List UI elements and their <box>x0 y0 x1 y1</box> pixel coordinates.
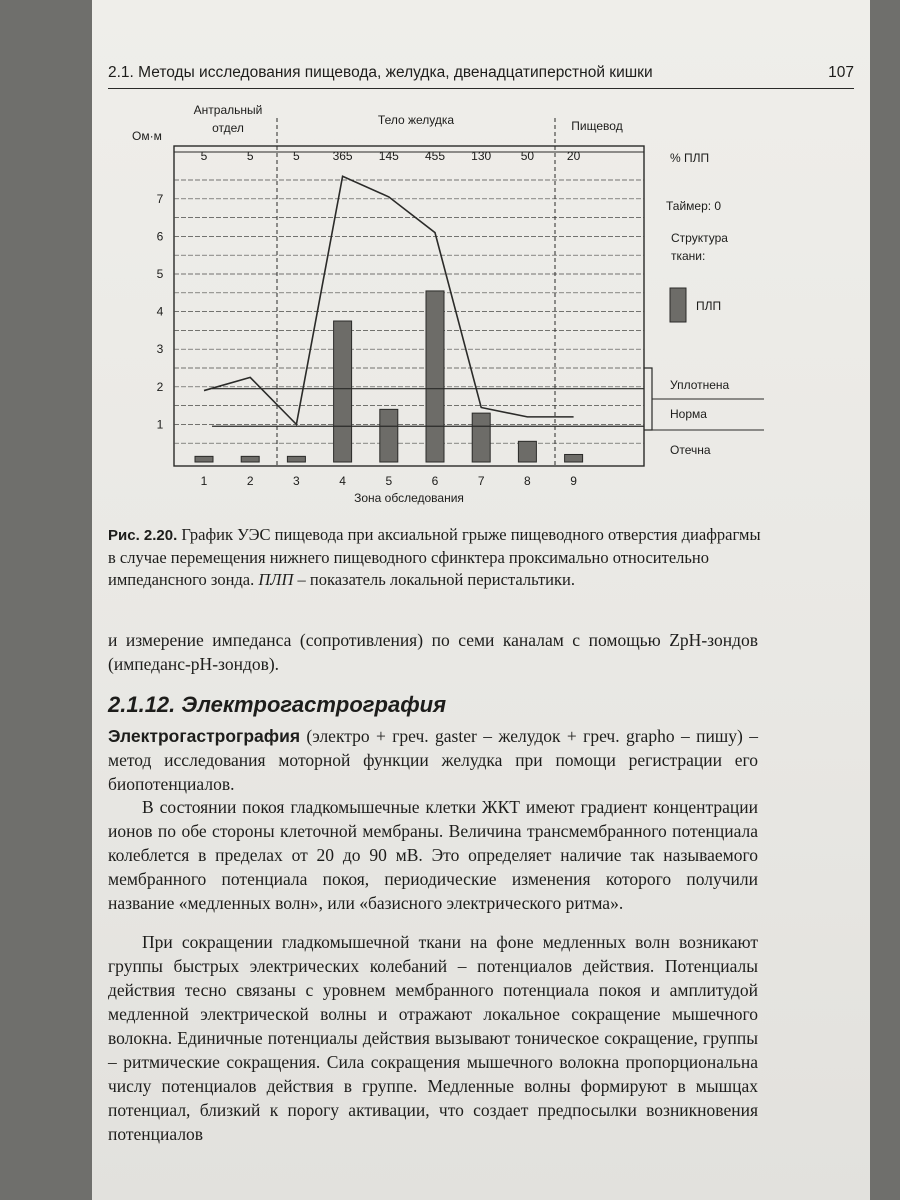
x-tick-8: 8 <box>524 474 531 488</box>
x-axis-label: Зона обследования <box>354 491 464 505</box>
plp-value-2: 5 <box>246 149 254 163</box>
x-tick-9: 9 <box>570 474 577 488</box>
plp-value-6: 455 <box>424 149 446 163</box>
plp-value-9: 20 <box>566 149 581 163</box>
legend-bracket <box>644 368 652 430</box>
y-tick-5: 5 <box>156 267 164 281</box>
zone-label-antral-2: отдел <box>212 121 244 135</box>
x-tick-2: 2 <box>246 474 254 488</box>
bar-zone-3 <box>287 456 305 462</box>
running-header <box>108 62 854 89</box>
legend-structure-2: ткани: <box>671 249 706 263</box>
paragraph-resting-potential: В состоянии покоя гладкомышечные клетки ЖКТ имеют градиент концентрации ионов по обе стороны клеточной мембраны. Величина трансмембранного потенциала колеблется в пределах от 20 до 90 мВ. Это определяет наличие так называемого мембранного потенциала покоя, периодические изменения которого получили название «медленных волн», или «базисного электрического ритма». <box>108 797 758 913</box>
definition-text: (электро + греч. gaster – желудок + греч. grapho – пишу) – метод исследования моторной функции желудка при помощи регистрации его биопотенциалов. <box>108 726 758 794</box>
paragraph-definition <box>108 724 758 796</box>
x-tick-6: 6 <box>431 474 439 488</box>
term: Электрогастрография <box>108 726 301 746</box>
plot-area <box>174 146 644 466</box>
caption-text-b: – показатель локальной перистальтики. <box>293 570 575 589</box>
bar-zone-9 <box>565 454 583 462</box>
y-tick-2: 2 <box>156 379 164 394</box>
legend-timer: Таймер: 0 <box>666 199 722 213</box>
paragraph-continued: и измерение импеданса (сопротивления) по семи каналам с помощью ZpH-зондов (импеданс-рН-зондов). <box>108 630 758 674</box>
x-tick-7: 7 <box>477 474 485 488</box>
impedance-chart <box>92 92 870 512</box>
zone-label-antral: Антральный <box>193 103 263 117</box>
plp-value-1: 5 <box>200 149 208 163</box>
x-tick-4: 4 <box>339 474 346 488</box>
grid-lines <box>174 152 644 443</box>
legend-bar-label: ПЛП <box>696 299 722 313</box>
figure-2-20 <box>92 92 870 512</box>
plp-value-8: 50 <box>520 149 535 163</box>
chart-text <box>132 103 623 505</box>
page-number: 107 <box>828 64 854 81</box>
legend <box>644 151 764 457</box>
paragraph-action-potential: При сокращении гладкомышечной ткани на фоне медленных волн возникают группы быстрых электрических колебаний – потенциалов действия. Потенциалы действия тесно связаны с уровнем мембранного потенциала покоя и амплитудой медленной электрической волны и отражают локальное сокращение мышечного волокна. Единичные потенциалы действия вызывают тоническое сокращение, группы – ритмические сокращения. Сила сокращения мышечного волокна пропорциональна числу потенциалов действия в группе. Медленные волны формируют в мышцах потенциал, близкий к порогу активации, что создает предпосылки возникновения потенциалов <box>108 932 758 1144</box>
caption-label: Рис. 2.20. <box>108 527 178 544</box>
legend-normal: Норма <box>670 407 707 421</box>
legend-edema: Отечна <box>670 443 711 457</box>
x-tick-3: 3 <box>293 474 300 488</box>
y-tick-4: 4 <box>156 304 164 319</box>
bar-zone-7 <box>472 413 490 462</box>
y-tick-6: 6 <box>156 229 164 244</box>
plp-value-7: 130 <box>471 149 492 163</box>
bar-zone-4 <box>334 321 352 462</box>
book-page <box>92 0 870 1200</box>
x-tick-1: 1 <box>200 474 208 488</box>
caption-abbr: ПЛП <box>258 570 294 589</box>
bar-zone-8 <box>518 441 536 462</box>
bar-zone-5 <box>380 409 398 462</box>
y-tick-1: 1 <box>156 417 164 432</box>
impedance-line-path <box>204 176 574 424</box>
bar-zone-6 <box>426 291 444 462</box>
legend-dense: Уплотнена <box>670 378 730 392</box>
plp-value-4: 365 <box>332 149 353 163</box>
running-header-title: 2.1. Методы исследования пищевода, желудка, двенадцатиперстной кишки <box>108 64 653 81</box>
zone-label-esophagus: Пищевод <box>571 119 623 133</box>
figure-caption <box>108 524 768 591</box>
legend-bar-swatch <box>670 288 686 322</box>
zone-label-body: Тело желудка <box>377 113 455 127</box>
plp-value-3: 5 <box>293 149 300 163</box>
plp-value-5: 145 <box>378 149 399 163</box>
section-title: 2.1.12. Электрогастрография <box>108 692 447 717</box>
bars <box>195 291 583 462</box>
legend-plp-percent: % ПЛП <box>670 151 710 165</box>
x-tick-5: 5 <box>385 474 393 488</box>
legend-structure: Структура <box>671 231 728 245</box>
bar-zone-2 <box>241 456 259 462</box>
y-axis-unit: Ом·м <box>132 129 162 143</box>
y-tick-7: 7 <box>156 191 164 206</box>
bar-zone-1 <box>195 456 213 462</box>
impedance-line <box>204 176 644 426</box>
y-tick-3: 3 <box>156 342 164 357</box>
caption-text-a: График УЭС пищевода при аксиальной грыже пищеводного отверстия диафрагмы в случае перемещения нижнего пищеводного сфинктера проксимально относительно импедансного зонда. <box>108 525 761 589</box>
